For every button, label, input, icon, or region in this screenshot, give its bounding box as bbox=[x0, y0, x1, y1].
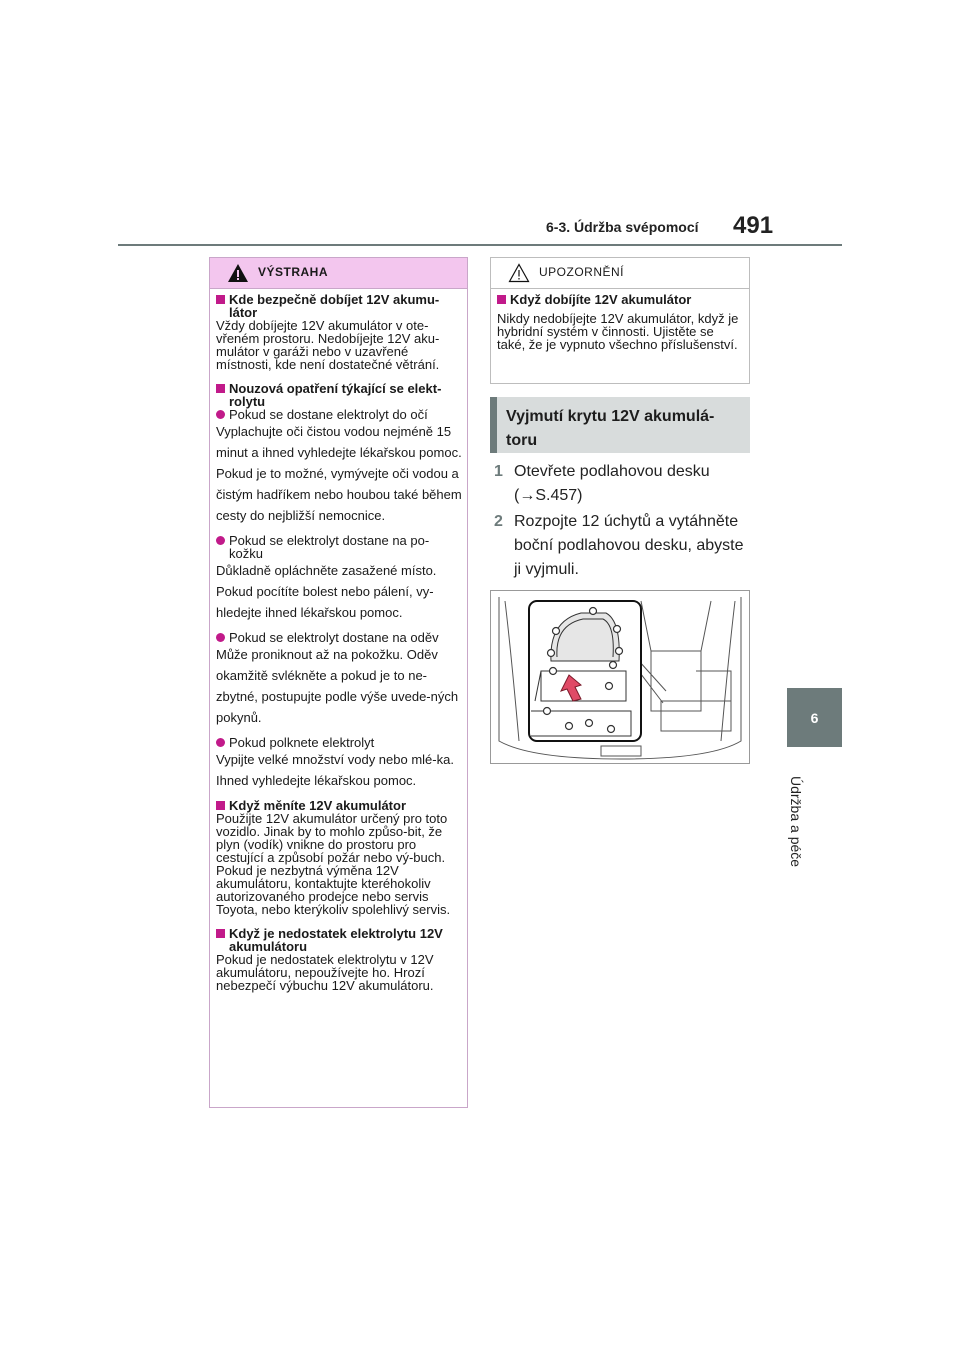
caution-box bbox=[490, 257, 750, 384]
chapter-number: 6 bbox=[810, 710, 819, 726]
caution-body bbox=[497, 293, 744, 351]
warning-paragraph: Pokud je nedostatek elektrolytu v 12V akumulátoru, nepoužívejte ho. Hrozí nebezpečí výbuchu 12V akumulátoru. bbox=[216, 952, 434, 993]
warning-header bbox=[210, 258, 467, 289]
chapter-label: Údržba a péče bbox=[788, 776, 804, 868]
warning-heading: Nouzová opatření týkající se elekt-rolytu bbox=[216, 382, 463, 408]
header-divider bbox=[118, 244, 842, 246]
square-bullet-icon bbox=[216, 384, 225, 393]
square-bullet-icon bbox=[216, 929, 225, 938]
warning-subheading: Pokud se elektrolyt dostane na po-kožku bbox=[216, 534, 463, 560]
warning-body bbox=[216, 293, 463, 992]
warning-paragraph: Vypijte velké množství vody nebo mlé-ka. Ihned vyhledejte lékařskou pomoc. bbox=[216, 752, 454, 788]
caution-heading: Když dobíjíte 12V akumulátor bbox=[497, 293, 744, 306]
section-heading-accent bbox=[490, 397, 497, 453]
chapter-label-container bbox=[786, 776, 806, 866]
warning-subheading: Pokud se dostane elektrolyt do očí bbox=[216, 408, 463, 421]
caution-icon bbox=[508, 263, 530, 283]
warning-paragraph: Může proniknout až na pokožku. Oděv okamžitě svlékněte a pokud je to ne-zbytné, postupujte podle výše uvede-ných pokynů. bbox=[216, 647, 459, 725]
round-bullet-icon bbox=[216, 738, 225, 747]
warning-paragraph: Důkladně opláchněte zasažené místo. Pokud pocítíte bolest nebo pálení, vy-hledejte ihned lékařskou pomoc. bbox=[216, 563, 437, 620]
caution-header bbox=[491, 258, 749, 289]
section-heading bbox=[490, 397, 750, 453]
warning-heading: Kde bezpečně dobíjet 12V akumu-látor bbox=[216, 293, 463, 319]
step-text: Otevřete podlahovou desku (→S.457) bbox=[514, 463, 710, 504]
warning-icon bbox=[227, 263, 249, 283]
warning-paragraph: Vždy dobíjejte 12V akumulátor v ote-vřeném prostoru. Nedobíjejte 12V aku-mulátor v garáži nebo v uzavřené místnosti, kde není dostatečné větrání. bbox=[216, 318, 440, 372]
warning-paragraph: Použijte 12V akumulátor určený pro toto vozidlo. Jinak by to mohlo způso-bit, že plyn (vodík) vnikne do prostoru pro cestující a způsobí požár nebo vý-buch. Pokud je nezbytná výměna 12V akumulátoru, kontaktujte kteréhokoliv autorizovaného prodejce nebo servis Toyota, nebo kterýkoliv spolehlivý servis. bbox=[216, 811, 451, 917]
section-heading-title: Vyjmutí krytu 12V akumulá-toru bbox=[506, 408, 715, 449]
round-bullet-icon bbox=[216, 410, 225, 419]
square-bullet-icon bbox=[497, 295, 506, 304]
step-number: 1 bbox=[494, 463, 503, 480]
round-bullet-icon bbox=[216, 633, 225, 642]
square-bullet-icon bbox=[216, 295, 225, 304]
trunk-floor-diagram bbox=[491, 591, 749, 763]
warning-subheading: Pokud polknete elektrolyt bbox=[216, 736, 463, 749]
warning-heading: Když měníte 12V akumulátor bbox=[216, 799, 463, 812]
step-text: Rozpojte 12 úchytů a vytáhněte boční podlahovou desku, abyste ji vyjmuli. bbox=[514, 513, 744, 578]
warning-paragraph: Vyplachujte oči čistou vodou nejméně 15 minut a ihned vyhledejte lékařskou pomoc. Pokud je to možné, vymývejte oči vodou a čistým hadříkem nebo houbou také během cesty do nejbližší nemocnice. bbox=[216, 424, 462, 523]
caution-title: UPOZORNĚNÍ bbox=[539, 265, 625, 279]
square-bullet-icon bbox=[216, 801, 225, 810]
warning-box bbox=[209, 257, 468, 1108]
trunk-illustration bbox=[490, 590, 750, 764]
warning-heading: Když je nedostatek elektrolytu 12V akumulátoru bbox=[216, 927, 463, 953]
warning-title: VÝSTRAHA bbox=[258, 265, 329, 279]
warning-subheading: Pokud se elektrolyt dostane na oděv bbox=[216, 631, 463, 644]
chapter-tab bbox=[787, 688, 842, 747]
round-bullet-icon bbox=[216, 536, 225, 545]
caution-paragraph: Nikdy nedobíjejte 12V akumulátor, když je hybridní systém v činnosti. Ujistěte se také, že je vypnuto všechno příslušenství. bbox=[497, 311, 739, 352]
section-title: 6-3. Údržba svépomocí bbox=[546, 219, 699, 235]
page-number: 491 bbox=[733, 212, 774, 239]
step-number: 2 bbox=[494, 513, 503, 530]
